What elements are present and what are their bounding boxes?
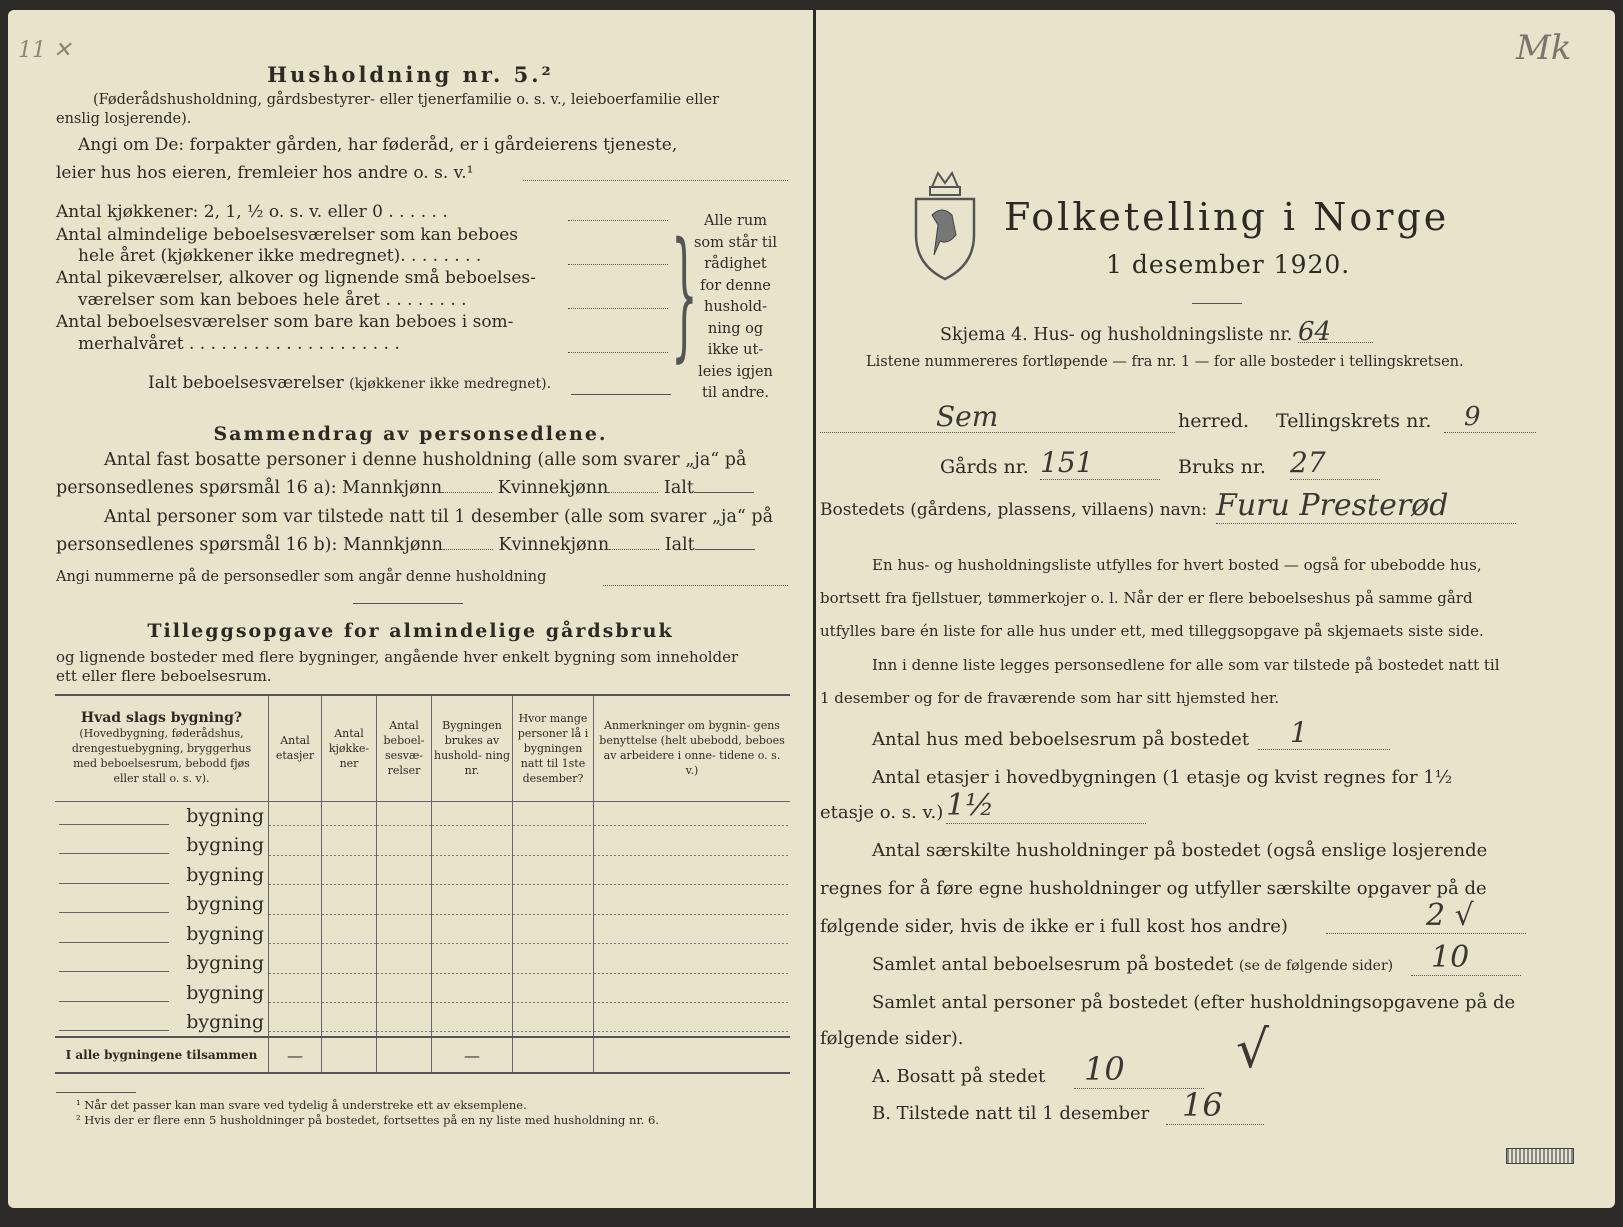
title-divider [1192, 303, 1242, 304]
row-cell [269, 919, 322, 949]
q-hush-value: 2 √ [1326, 898, 1526, 934]
row-cell [377, 919, 432, 949]
row-cell [322, 919, 377, 949]
row-building-label: bygning [55, 890, 269, 920]
row-cell [594, 1008, 791, 1038]
row-cell [377, 949, 432, 979]
skjema-nr-value: 64 [1298, 322, 1373, 343]
total-anmerkninger [594, 1037, 791, 1073]
table-row [55, 978, 790, 1008]
ialt-rooms [148, 373, 551, 393]
rooms-note-line: rådighet [704, 256, 767, 272]
row-cell [377, 831, 432, 861]
row-building-label: bygning [55, 801, 269, 831]
col-building-type [55, 695, 269, 801]
nummerne-answer [603, 585, 788, 586]
table-body [55, 801, 790, 1037]
census-date: 1 desember 1920. [1106, 250, 1351, 279]
ialt-rooms-label: Ialt beboelsesværelser [148, 373, 344, 393]
row-cell [269, 860, 322, 890]
margin-note: 11 ✕ [18, 38, 72, 63]
col-etasjer: Antal etasjer [269, 695, 322, 801]
row-cell [594, 949, 791, 979]
col-kjokkener: Antal kjøkke- ner [322, 695, 377, 801]
row-building-label: bygning [55, 831, 269, 861]
row-cell [594, 801, 791, 831]
row-cell [377, 860, 432, 890]
row-cell [269, 831, 322, 861]
rooms-kitchens: Antal kjøkkener: 2, 1, ½ o. s. v. eller 0 . . . . . . [56, 202, 448, 222]
a-value: 10 [1074, 1050, 1204, 1089]
row-cell [513, 890, 594, 920]
row-cell [513, 1008, 594, 1038]
rooms-line-1 [568, 220, 668, 221]
row-cell [513, 919, 594, 949]
row-cell [269, 978, 322, 1008]
instr-3: utfylles bare én liste for alle hus under ett, med tilleggsopgave på skjemaets siste side. [820, 622, 1484, 640]
total-vaerelser [377, 1037, 432, 1073]
left-page [8, 10, 813, 1208]
q-pers-1: Samlet antal personer på bostedet (efter husholdningsopgavene på de [872, 992, 1516, 1013]
rooms-note-line: ning og [707, 320, 764, 337]
rooms-summer-2: merhalvåret . . . . . . . . . . . . . . . . . . . . [78, 334, 400, 354]
row-cell [513, 949, 594, 979]
footnote-1: ¹ Når det passer kan man svare ved tydelig å understreke ett av eksemplene. [76, 1098, 527, 1112]
row-cell [432, 1008, 513, 1038]
bruks-label: Bruks nr. [1178, 456, 1266, 478]
row-cell [432, 831, 513, 861]
ialt-rooms-note: (kjøkkener ikke medregnet). [349, 376, 552, 392]
total-kjokkener [322, 1037, 377, 1073]
q-etasjer-2: etasje o. s. v.) [820, 802, 944, 823]
col-building-type-sub: (Hovedbygning, føderådshus, drengestuebygning, bryggerhus med beboelsesrum, bebodd fjøs eller stall o. s. v). [71, 726, 252, 785]
col-husholdning: Bygningen brukes av hushold- ning nr. [432, 695, 513, 801]
row-cell [432, 978, 513, 1008]
summary-1 [56, 478, 754, 498]
row-building-label: bygning [55, 1008, 269, 1038]
nummerne-line [56, 569, 546, 585]
ialt-label: Ialt [664, 535, 695, 555]
table-row [55, 860, 790, 890]
row-cell [269, 1008, 322, 1038]
building-table [55, 694, 790, 1074]
check-mark: √ [1236, 1020, 1270, 1080]
q-etasjer-value: 1½ [946, 788, 1146, 824]
row-cell [377, 1008, 432, 1038]
kvinnekjonn-label: Kvinnekjønn [498, 535, 610, 555]
tillegg-line-1: og lignende bosteder med flere bygninger, angående hver enkelt bygning som inneholder [56, 648, 739, 666]
row-cell [322, 978, 377, 1008]
col-personer: Hvor mange personer lå i bygningen natt til 1ste desember? [513, 695, 594, 801]
row-cell [269, 890, 322, 920]
instr-1: En hus- og husholdningsliste utfylles for hvert bosted — også for ubebodde hus, [872, 556, 1482, 574]
row-cell [594, 860, 791, 890]
rooms-summer: Antal beboelsesværelser som bare kan beboes i som- [56, 312, 514, 332]
row-cell [432, 801, 513, 831]
instr-5: 1 desember og for de fraværende som har sitt hjemsted her. [820, 689, 1280, 707]
b-value: 16 [1166, 1086, 1264, 1125]
nummerne-label: Angi nummerne på de personsedler som angår denne husholdning [56, 569, 547, 585]
herred-label: herred. [1178, 410, 1250, 432]
footnote-divider [56, 1092, 136, 1093]
rooms-note-line: hushold- [703, 299, 767, 315]
q-pers-2: følgende sider). [820, 1028, 964, 1049]
row-cell [432, 860, 513, 890]
rooms-line-4 [568, 352, 668, 353]
row-cell [432, 949, 513, 979]
skjema-label: Skjema 4. Hus- og husholdningsliste nr. [940, 325, 1293, 345]
summary-2a: Antal personer som var tilstede natt til 1 desember (alle som svarer „ja“ på [104, 507, 774, 527]
corner-note: Mk [1516, 28, 1572, 68]
listene-note: Listene nummereres fortløpende — fra nr. 1 — for alle bosteder i tellingskretsen. [866, 354, 1464, 370]
q-hush-1: Antal særskilte husholdninger på bostedet (også enslige losjerende [872, 840, 1488, 861]
skjema-line [940, 317, 1373, 347]
rooms-note-line: til andre. [701, 385, 770, 401]
total-label: I alle bygningene tilsammen [65, 1048, 258, 1062]
rooms-note [688, 211, 783, 405]
row-cell [377, 801, 432, 831]
row-cell [594, 978, 791, 1008]
row-cell [322, 890, 377, 920]
rooms-maids-2: værelser som kan beboes hele året . . . . . . . . [78, 290, 467, 310]
kvinnekjonn-label: Kvinnekjønn [497, 478, 609, 498]
total-husholdning: — [432, 1037, 513, 1073]
angi-line-2: leier hus hos eieren, fremleier hos andre o. s. v.¹ [56, 163, 474, 183]
angi-line-1: Angi om De: forpakter gården, har føderåd, er i gårdeierens tjeneste, [78, 135, 678, 155]
rooms-note-line: ikke ut- [707, 342, 764, 358]
rooms-ordinary: Antal almindelige beboelsesværelser som kan beboes [56, 225, 518, 245]
row-cell [513, 831, 594, 861]
a-label: A. Bosatt på stedet [872, 1066, 1046, 1087]
rooms-note-line: leies igjen [698, 363, 773, 380]
q-rum-label: Samlet antal beboelsesrum på bostedet [872, 954, 1234, 975]
tillegg-heading: Tilleggsopgave for almindelige gårdsbruk [147, 620, 674, 642]
herred-value: Sem [936, 400, 999, 433]
q-rum-line [872, 954, 1393, 975]
table-row [55, 1008, 790, 1038]
col-beboelsesvaerelser: Antal beboel- sesvæ- relser [377, 695, 432, 801]
intro-line-1: (Føderådshusholdning, gårdsbestyrer- eller tjenerfamilie o. s. v., leieboerfamilie eller [93, 92, 720, 108]
table-row [55, 919, 790, 949]
row-cell [594, 890, 791, 920]
row-cell [322, 831, 377, 861]
row-building-label: bygning [55, 978, 269, 1008]
q-hush-2: regnes for å føre egne husholdninger og utfyller særskilte opgaver på de [820, 878, 1487, 899]
summary-1b: personsedlenes spørsmål 16 a): Mannkjønn [56, 478, 443, 498]
col-anmerkninger: Anmerkninger om bygnin- gens benyttelse (helt ubebodd, beboes av arbeidere i onne- tidene o. s. v.) [594, 695, 791, 801]
ialt-label: Ialt [663, 478, 694, 498]
rooms-maids: Antal pikeværelser, alkover og lignende små beboelses- [56, 268, 536, 288]
census-title: Folketelling i Norge [1004, 195, 1450, 239]
table-row [55, 831, 790, 861]
bruks-value: 27 [1290, 446, 1380, 480]
b-label: B. Tilstede natt til 1 desember [872, 1103, 1150, 1124]
table-header-row [55, 695, 790, 801]
row-cell [377, 978, 432, 1008]
q-etasjer-1: Antal etasjer i hovedbygningen (1 etasje og kvist regnes for 1½ [872, 767, 1453, 788]
tillegg-line-2: ett eller flere beboelsesrum. [56, 667, 272, 685]
table-row [55, 801, 790, 831]
q-hus-value: 1 [1258, 716, 1390, 750]
row-cell [432, 919, 513, 949]
summary-heading: Sammendrag av personsedlene. [213, 423, 608, 445]
row-cell [594, 831, 791, 861]
total-etasjer: — [269, 1037, 322, 1073]
total-personer [513, 1037, 594, 1073]
gards-label: Gårds nr. [940, 456, 1029, 478]
q-rum-value: 10 [1411, 940, 1521, 976]
rooms-note-line: som står til [693, 234, 778, 251]
row-cell [269, 949, 322, 979]
divider [353, 603, 463, 604]
household-heading: Husholdning nr. 5.² [267, 62, 554, 87]
q-rum-note: (se de følgende sider) [1238, 958, 1394, 974]
row-cell [322, 860, 377, 890]
row-cell [377, 890, 432, 920]
rooms-note-line: for denne [700, 277, 771, 294]
rooms-line-3 [568, 308, 668, 309]
brace-icon: } [671, 213, 698, 376]
footnote-2: ² Hvis der er flere enn 5 husholdninger på bostedet, fortsettes på en ny liste med husholdning nr. 6. [76, 1113, 659, 1127]
table-row [55, 949, 790, 979]
table-total-row [55, 1037, 790, 1073]
bostedets-value: Furu Presterød [1216, 488, 1516, 524]
row-building-label: bygning [55, 860, 269, 890]
row-cell [513, 978, 594, 1008]
intro-line-2: enslig losjerende). [56, 111, 192, 127]
summary-2b: personsedlenes spørsmål 16 b): Mannkjønn [56, 535, 443, 555]
col-building-type-title: Hvad slags bygning? [80, 709, 243, 726]
summary-2 [56, 535, 755, 555]
q-hush-3: følgende sider, hvis de ikke er i full kost hos andre) [820, 916, 1288, 937]
tellingskrets-label: Tellingskrets nr. [1276, 410, 1432, 432]
bostedets-label: Bostedets (gårdens, plassens, villaens) navn: [820, 500, 1208, 520]
instr-2: bortsett fra fjellstuer, tømmerkojer o. l. Når der er flere beboelseshus på samme gård [820, 589, 1473, 607]
q-hus-label: Antal hus med beboelsesrum på bostedet [872, 729, 1250, 750]
row-cell [322, 949, 377, 979]
row-cell [513, 801, 594, 831]
summary-1a: Antal fast bosatte personer i denne husholdning (alle som svarer „ja“ på [104, 450, 747, 470]
rooms-line-2 [568, 264, 668, 265]
angi-answer-line [523, 180, 788, 181]
rooms-note-line: Alle rum [704, 213, 767, 229]
tellingskrets-value: 9 [1444, 402, 1536, 433]
row-cell [322, 1008, 377, 1038]
row-cell [513, 860, 594, 890]
coat-of-arms-icon [912, 165, 978, 283]
stamp-icon [1506, 1148, 1574, 1164]
herred-line [820, 432, 1175, 433]
row-building-label: bygning [55, 919, 269, 949]
gards-value: 151 [1040, 446, 1160, 480]
row-cell [594, 919, 791, 949]
table-row [55, 890, 790, 920]
right-page [816, 10, 1615, 1208]
row-building-label: bygning [55, 949, 269, 979]
row-cell [269, 801, 322, 831]
row-cell [432, 890, 513, 920]
ialt-rooms-line [571, 394, 671, 395]
row-cell [322, 801, 377, 831]
rooms-ordinary-2: hele året (kjøkkener ikke medregnet). . . . . . . . [78, 246, 482, 266]
instr-4: Inn i denne liste legges personsedlene for alle som var tilstede på bostedet natt til [872, 656, 1500, 674]
